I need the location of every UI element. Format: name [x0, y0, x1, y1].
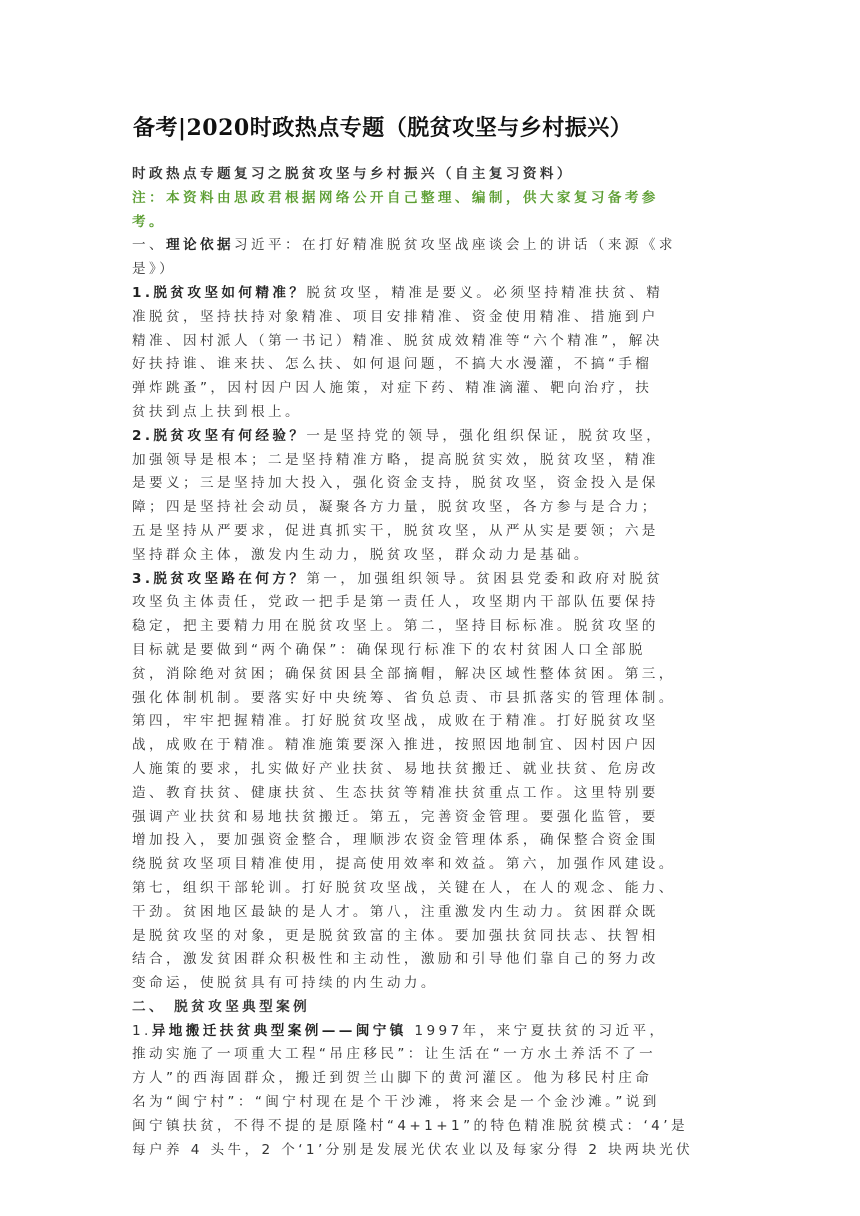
q3-line: 贫，消除绝对贫困；确保贫困县全部摘帽，解决区域性整体贫困。第三，: [132, 665, 676, 682]
q3-line: 攻坚负主体责任，党政一把手是第一责任人，攻坚期内干部队伍要保持: [132, 594, 659, 611]
q3-line: 人施策的要求，扎实做好产业扶贫、易地扶贫搬迁、就业扶贫、危房改: [132, 760, 659, 777]
document-body: [132, 163, 728, 1162]
q1-question: 1.脱贫攻坚如何精准？: [132, 284, 307, 301]
q2-line: 加强领导是根本；二是坚持精准方略，提高脱贫实效，脱贫攻坚，精准: [132, 451, 659, 468]
q2-line: 坚持群众主体，激发内生动力，脱贫攻坚，群众动力是基础。: [132, 546, 591, 563]
q3-line: 干劲。贫困地区最缺的是人才。第八，注重激发内生动力。贫困群众既: [132, 903, 659, 920]
q1-line: 弹炸跳蚤”，因村因户因人施策，对症下药、精准滴灌、靶向治疗，扶: [132, 380, 653, 397]
q2-first-line: [132, 425, 728, 449]
q2-line: 障；四是坚持社会动员，凝聚各方力量，脱贫攻坚，各方参与是合力；: [132, 499, 659, 516]
q2-answer-start: 一是坚持党的领导，强化组织保证，脱贫攻坚，: [306, 427, 664, 444]
case1-line: 每户养 4 头牛，2 个‘1’分别是发展光伏农业以及每家分得 2 块两块光伏: [132, 1141, 694, 1158]
case1-line: 推动实施了一项重大工程“吊庄移民”：让生活在“一方水土养活不了一: [132, 1046, 657, 1063]
case1-first-line: [132, 1020, 728, 1044]
q3-line: 增加投入，要加强资金整合，理顺涉农资金管理体系，确保整合资金围: [132, 832, 659, 849]
q3-line: 结合，激发贫困群众积极性和主动性，激励和引导他们靠自己的努力改: [132, 951, 659, 968]
q2-question: 2.脱贫攻坚有何经验？: [132, 427, 307, 444]
section-1-source-cont: 是》）: [132, 261, 177, 278]
q2-line: 五是坚持从严要求，促进真抓实干，脱贫攻坚，从严从实是要领；六是: [132, 522, 659, 539]
q1-line: 贫扶到点上扶到根上。: [132, 403, 302, 420]
note-line: 考。: [132, 213, 166, 230]
case1-text-start: 1997年，来宁夏扶贫的习近平，: [406, 1022, 667, 1039]
q3-question: 3.脱贫攻坚路在何方？: [132, 570, 307, 587]
q3-line: 变命运，使脱贫具有可持续的内生动力。: [132, 975, 438, 992]
q3-line: 目标就是要做到“两个确保”：确保现行标准下的农村贫困人口全部脱: [132, 641, 646, 658]
section-1-source: 习近平：在打好精准脱贫攻坚战座谈会上的讲话（来源《求: [233, 237, 676, 254]
case1-line: 方人”的西海固群众，搬迁到贺兰山脚下的黄河灌区。他为移民村庄命: [132, 1070, 653, 1087]
case1-line: 名为“闽宁村”：“闽宁村现在是个干沙滩，将来会是一个金沙滩。”说到: [132, 1094, 660, 1111]
case1-title: 异地搬迁扶贫典型案例——闽宁镇: [151, 1022, 407, 1039]
case1-line: 闽宁镇扶贫，不得不提的是原隆村“4+1+1”的特色精准脱贫模式：‘4’是: [132, 1117, 688, 1134]
q1-first-line: [132, 282, 728, 306]
section-1-heading: [132, 234, 728, 258]
q3-line: 强调产业扶贫和易地扶贫搬迁。第五，完善资金管理。要强化监管，要: [132, 808, 659, 825]
section-1-bold: 理论依据: [166, 237, 234, 254]
q3-answer-start: 第一，加强组织领导。贫困县党委和政府对脱贫: [306, 570, 664, 587]
section-2-heading: 二、 脱贫攻坚典型案例: [132, 998, 311, 1015]
q1-line: 精准、因村派人（第一书记）精准、脱贫成效精准等“六个精准”，解决: [132, 332, 663, 349]
q3-line: 稳定，把主要精力用在脱贫攻坚上。第二，坚持目标标准。脱贫攻坚的: [132, 618, 659, 635]
q3-line: 造、教育扶贫、健康扶贫、生态扶贫等精准扶贫重点工作。这里特别要: [132, 784, 659, 801]
case1-prefix: 1.: [132, 1022, 152, 1039]
subtitle: 时政热点专题复习之脱贫攻坚与乡村振兴（自主复习资料）: [132, 166, 574, 182]
page-title: 备考|2020时政热点专题（脱贫攻坚与乡村振兴）: [133, 115, 633, 141]
note-line: 注：本资料由思政君根据网络公开自己整理、编制，供大家复习备考参: [132, 189, 659, 206]
q3-line: 绕脱贫攻坚项目精准使用，提高使用效率和效益。第六，加强作风建设。: [132, 856, 676, 873]
q3-line: 是脱贫攻坚的对象，更是脱贫致富的主体。要加强扶贫同扶志、扶智相: [132, 927, 659, 944]
q1-answer-start: 脱贫攻坚，精准是要义。必须坚持精准扶贫、精: [306, 284, 664, 301]
q3-line: 战，成败在于精准。精准施策要深入推进，按照因地制宜、因村因户因: [132, 737, 659, 754]
q3-first-line: [132, 568, 728, 592]
q3-line: 强化体制机制。要落实好中央统筹、省负总责、市县抓落实的管理体制。: [132, 689, 676, 706]
q3-line: 第七，组织干部轮训。打好脱贫攻坚战，关键在人，在人的观念、能力、: [132, 879, 676, 896]
q3-line: 第四，牢牢把握精准。打好脱贫攻坚战，成败在于精准。打好脱贫攻坚: [132, 713, 659, 730]
q1-line: 好扶持谁、谁来扶、怎么扶、如何退问题，不搞大水漫灌，不搞“手榴: [132, 356, 653, 373]
q1-line: 准脱贫，坚持扶持对象精准、项目安排精准、资金使用精准、措施到户: [132, 308, 659, 325]
q2-line: 是要义；三是坚持加大投入，强化资金支持，脱贫攻坚，资金投入是保: [132, 475, 659, 492]
section-1-prefix: 一、: [132, 237, 166, 254]
